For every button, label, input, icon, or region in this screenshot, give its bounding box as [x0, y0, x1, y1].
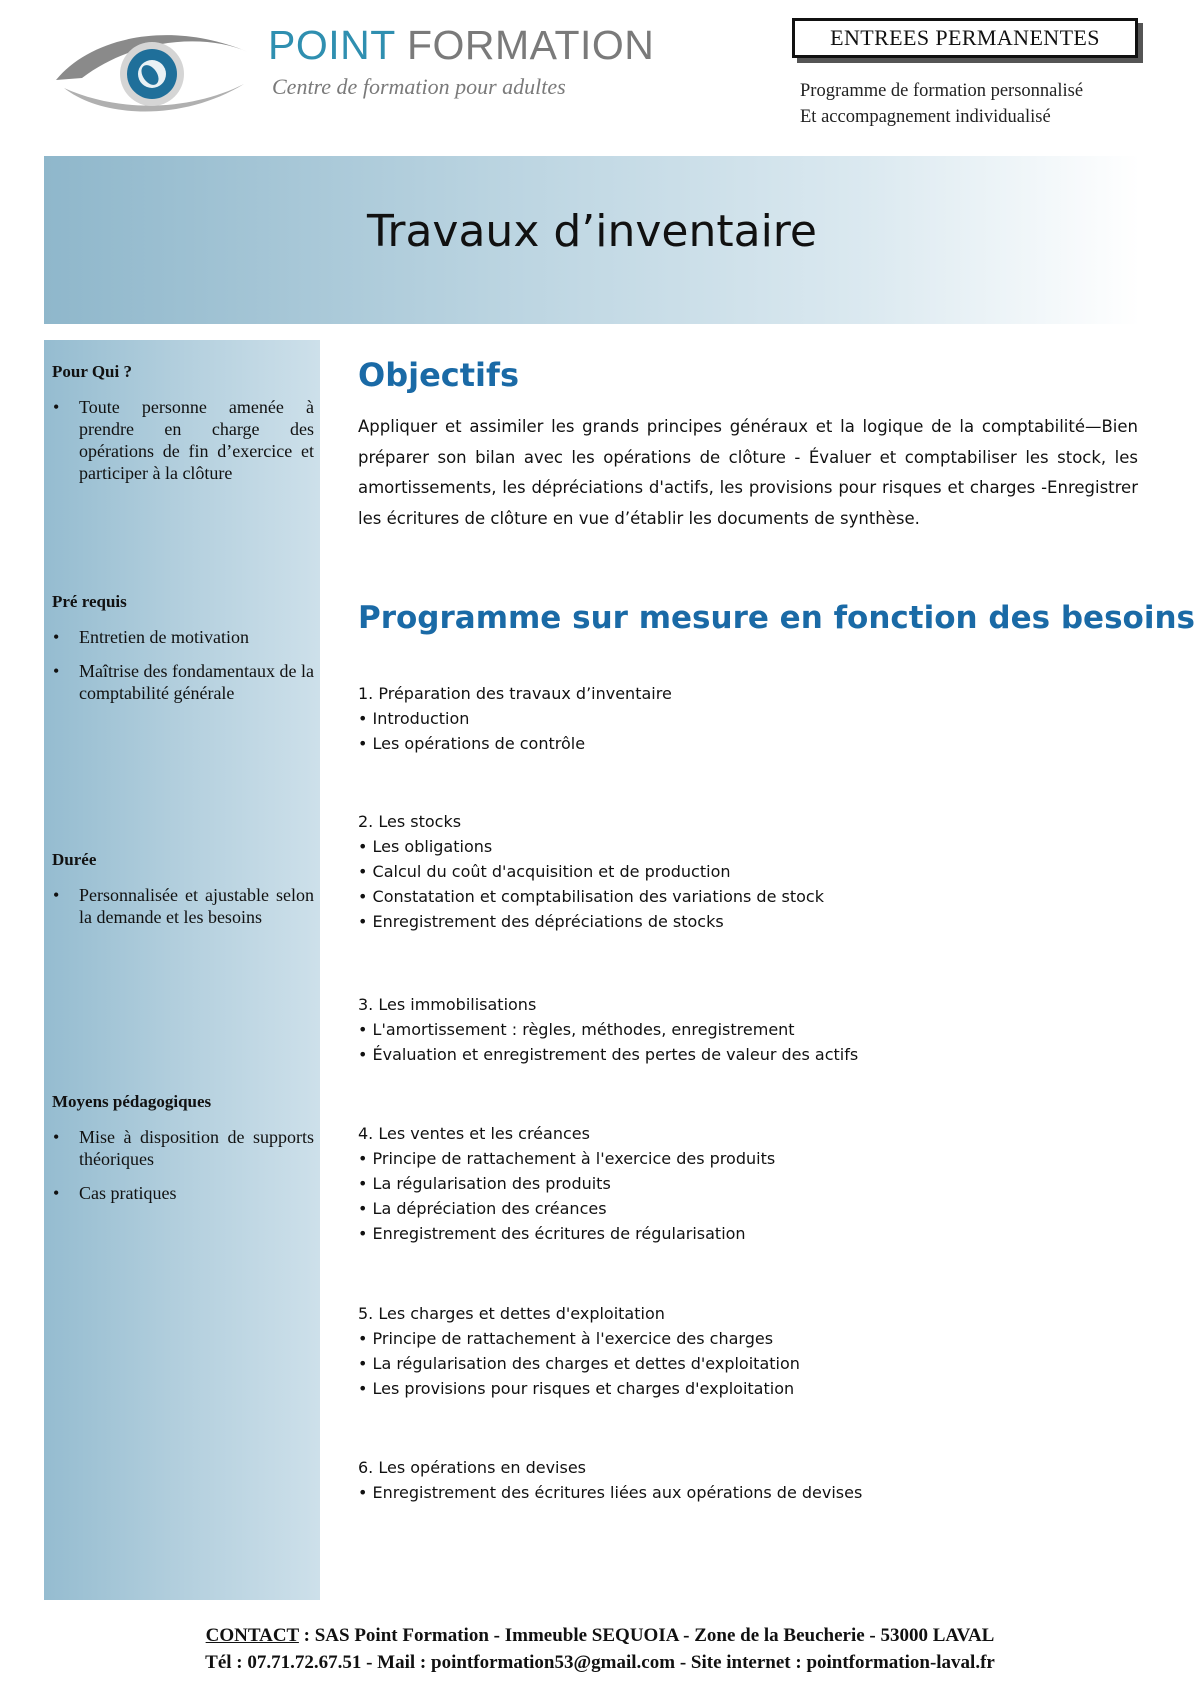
- programme-section-4: [358, 1121, 1138, 1246]
- sidebar-list-item: [52, 396, 314, 484]
- brand-secondary: FORMATION: [406, 22, 655, 68]
- programme-item: • Les provisions pour risques et charges d'exploitation: [358, 1379, 795, 1398]
- sidebar-list-item: [52, 884, 314, 928]
- sidebar-item-text: Entretien de motivation: [79, 627, 249, 647]
- sidebar: [44, 340, 320, 1600]
- sidebar-heading: Durée: [52, 850, 97, 869]
- programme-item: • Les obligations: [358, 837, 493, 856]
- header-subtitle: [800, 78, 1083, 130]
- programme-section-title: 2. Les stocks: [358, 812, 462, 831]
- sidebar-list: [52, 626, 314, 704]
- footer-address: : SAS Point Formation - Immeuble SEQUOIA - Zone de la Beucherie - 53000 LAVAL: [298, 1625, 995, 1646]
- sidebar-item-text: Toute personne amenée à prendre en charge des opérations de fin d’exercice et participer à la clôture: [79, 397, 314, 483]
- programme-item: • La régularisation des produits: [358, 1174, 611, 1193]
- sidebar-section-moyens: [52, 1092, 314, 1216]
- sidebar-list-item: [52, 660, 314, 704]
- footer-line-2: Tél : 07.71.72.67.51 - Mail : pointformation53@gmail.com - Site internet : pointformation-laval.fr: [205, 1652, 995, 1673]
- page-title: Travaux d’inventaire: [366, 206, 818, 257]
- programme-item: • La dépréciation des créances: [358, 1199, 607, 1218]
- sidebar-list: [52, 884, 314, 928]
- programme-section-title: 3. Les immobilisations: [358, 995, 537, 1014]
- bullet-icon: •: [53, 1183, 60, 1203]
- sidebar-list-item: [52, 1126, 314, 1170]
- bullet-icon: •: [53, 1127, 60, 1147]
- programme-section-title: 5. Les charges et dettes d'exploitation: [358, 1304, 665, 1323]
- programme-item: • Principe de rattachement à l'exercice des charges: [358, 1329, 774, 1348]
- title-band: [44, 156, 1140, 324]
- programme-item: • Les opérations de contrôle: [358, 734, 586, 753]
- sidebar-item-text: Personnalisée et ajustable selon la demande et les besoins: [79, 885, 314, 927]
- sidebar-heading: Pré requis: [52, 592, 127, 611]
- sidebar-item-text: Maîtrise des fondamentaux de la comptabilité générale: [79, 661, 314, 703]
- subtitle-line-1: Programme de formation personnalisé: [800, 81, 1084, 101]
- objectifs-paragraph: Appliquer et assimiler les grands principes généraux et la logique de la comptabilité—Bien préparer son bilan avec les opérations de clôture - Évaluer et comptabiliser les stock, les amortissements, les dépréciations d'actifs, les provisions pour risques et charges -Enregistrer les écritures de clôture en vue d’établir les documents de synthèse.: [358, 417, 1138, 528]
- programme-item: • La régularisation des charges et dettes d'exploitation: [358, 1354, 800, 1373]
- programme-item: • Évaluation et enregistrement des pertes de valeur des actifs: [358, 1045, 859, 1064]
- sidebar-heading: Moyens pédagogiques: [52, 1092, 212, 1111]
- programme-section-5: [358, 1301, 1138, 1401]
- sidebar-section-pour-qui: [52, 362, 314, 496]
- sidebar-list-item: [52, 626, 314, 648]
- footer-contact: [0, 1622, 1200, 1676]
- bullet-icon: •: [53, 397, 60, 417]
- sidebar-heading: Pour Qui ?: [52, 362, 132, 381]
- sidebar-section-pre-requis: [52, 592, 314, 716]
- programme-item: • Principe de rattachement à l'exercice des produits: [358, 1149, 776, 1168]
- programme-section-6: [358, 1455, 1138, 1505]
- programme-item: • Enregistrement des dépréciations de stocks: [358, 912, 724, 931]
- entrees-permanentes-badge: ENTREES PERMANENTES: [792, 18, 1138, 58]
- bullet-icon: •: [53, 627, 60, 647]
- programme-item: • Enregistrement des écritures liées aux opérations de devises: [358, 1483, 863, 1502]
- sidebar-list-item: [52, 1182, 314, 1204]
- eye-logo-icon: [52, 18, 252, 130]
- brand-name: [268, 22, 654, 69]
- sidebar-list: [52, 1126, 314, 1204]
- sidebar-item-text: Cas pratiques: [79, 1183, 177, 1203]
- brand-primary: POINT: [268, 22, 396, 68]
- contact-label: CONTACT: [205, 1625, 299, 1646]
- programme-item: • Enregistrement des écritures de régularisation: [358, 1224, 746, 1243]
- sidebar-section-duree: [52, 850, 314, 940]
- bullet-icon: •: [53, 661, 60, 681]
- sidebar-list: [52, 396, 314, 484]
- bullet-icon: •: [53, 885, 60, 905]
- programme-section-title: 1. Préparation des travaux d’inventaire: [358, 684, 672, 703]
- programme-section-3: [358, 992, 1138, 1067]
- programme-item: • Calcul du coût d'acquisition et de production: [358, 862, 731, 881]
- footer-line-1: [0, 1622, 1200, 1649]
- brand-tagline: Centre de formation pour adultes: [272, 74, 566, 99]
- programme-section-2: [358, 809, 1138, 934]
- programme-item: • Constatation et comptabilisation des variations de stock: [358, 887, 824, 906]
- programme-item: • L'amortissement : règles, méthodes, enregistrement: [358, 1020, 795, 1039]
- programme-heading: Programme sur mesure en fonction des besoins: [358, 600, 1195, 636]
- subtitle-line-2: Et accompagnement individualisé: [800, 107, 1051, 127]
- programme-section-title: 6. Les opérations en devises: [358, 1458, 586, 1477]
- programme-section-1: [358, 681, 1138, 756]
- sidebar-item-text: Mise à disposition de supports théoriques: [79, 1127, 314, 1169]
- objectifs-heading: Objectifs: [358, 356, 519, 394]
- programme-item: • Introduction: [358, 709, 470, 728]
- programme-section-title: 4. Les ventes et les créances: [358, 1124, 590, 1143]
